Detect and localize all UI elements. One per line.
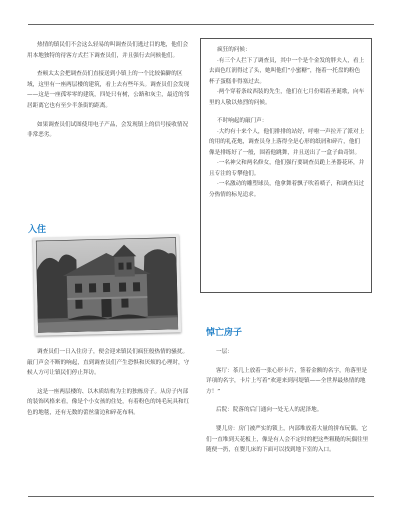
box-item: ·一名神父和两名修女，他们强行要调查员跪上圣器花环，并且专注的专攀他们。	[209, 160, 365, 177]
paragraph: 这是一座两层楼的、以木质结构为主的独栋房子。从房子内部的装饰风格来看，像是个小女孩的住处，有着粉色的纯毛玩具和红色的地毯，还有无数的蕾丝蒲边和碎花布料。	[27, 388, 190, 416]
box-item: ·有三个人拦下了调查员，其中一个是个金发的胖夫人，看上去面色红润得过了头，她叫他们“小蜜糖”，拖着一托盘的粉色杯子蛋糕非得塞过去。	[209, 57, 365, 85]
bottom-rule	[28, 496, 374, 497]
crazy-greetings-box	[200, 38, 372, 293]
paragraph: 如果调查员们试图使用电子产品，会发现镇上的信号接收情况非常恶劣。	[27, 121, 189, 139]
floor-label: 一层：	[216, 349, 233, 355]
box-item: ·两个穿着条纹西装的先生，他们在七月份唱着圣诞歌，向车里的人敬以热烈的问候。	[209, 89, 365, 106]
paragraph: 调查员们一日入住房子，便会迎来镇民们疯狂般热情的骚扰。敲门声会不断的响起，直到调查员们产生恐惧和厌烦的心理时，守候人方可让镇民们停止拜访。	[27, 349, 190, 377]
house-photo	[33, 234, 181, 336]
paragraph: 后院：院落的后门通向一处无人的泥泽地。	[216, 407, 323, 414]
top-rule	[28, 24, 374, 25]
section-heading-mourning-house: 悼亡房子	[206, 328, 243, 338]
box-title: 疯狂的问候：	[217, 47, 251, 53]
section-heading-checkin: 入住	[28, 225, 47, 235]
left-column-intro	[27, 40, 190, 149]
right-column-house-text	[206, 347, 372, 464]
left-column-checkin-text	[27, 347, 190, 427]
box-item: ·一名激动的雕塑球员，他拿舞着飘子吹着唢子，和调查员过分热情的标见追求。	[209, 181, 365, 198]
paragraph: 热情的镇民们不会这么轻易的叫调查员们逃过目的地，他们会用本地独特的待客方式拦下调查员们，并且强行去问候他们。	[27, 42, 189, 59]
paragraph: 查顿太太会把调查员们直接送到小镇上的一个比较偏僻的区域，这里有一座两层楼的建筑，看上去有些年头。调查员们会发现——这是一座孤零零的建筑，四处只有树，公路和灰尘，最近的邻居距离它也有至少半条街的距离。	[27, 71, 190, 109]
box-subtitle: 不时响起的敲门声：	[217, 118, 268, 124]
paragraph: 婴儿房：房门被严实的锁上，内部堆放着大量的拼布玩偶。它们一直堆到天花板上，像是有人会不定时的把这些粗糙的玩偶往里随便一扔，在婴儿床的下面可以找到地下室的入口。	[206, 425, 369, 454]
box-item: ·大约有十来个人，他们排排的站好，呼啦一声拉开了派对上的用的礼花炮，调查员身上落得全是心形的纸屑和碎片，他们像是排练好了一般，围着他跳舞，并且送出了一盒子曲奇饼。	[209, 128, 365, 156]
paragraph: 客厅：茶几上放着一张心形卡片，签着金额的名字，角落里是详项的名字，卡片上写着“欢迎来到河堤镇——全世界最热情的地方！”	[206, 367, 368, 395]
